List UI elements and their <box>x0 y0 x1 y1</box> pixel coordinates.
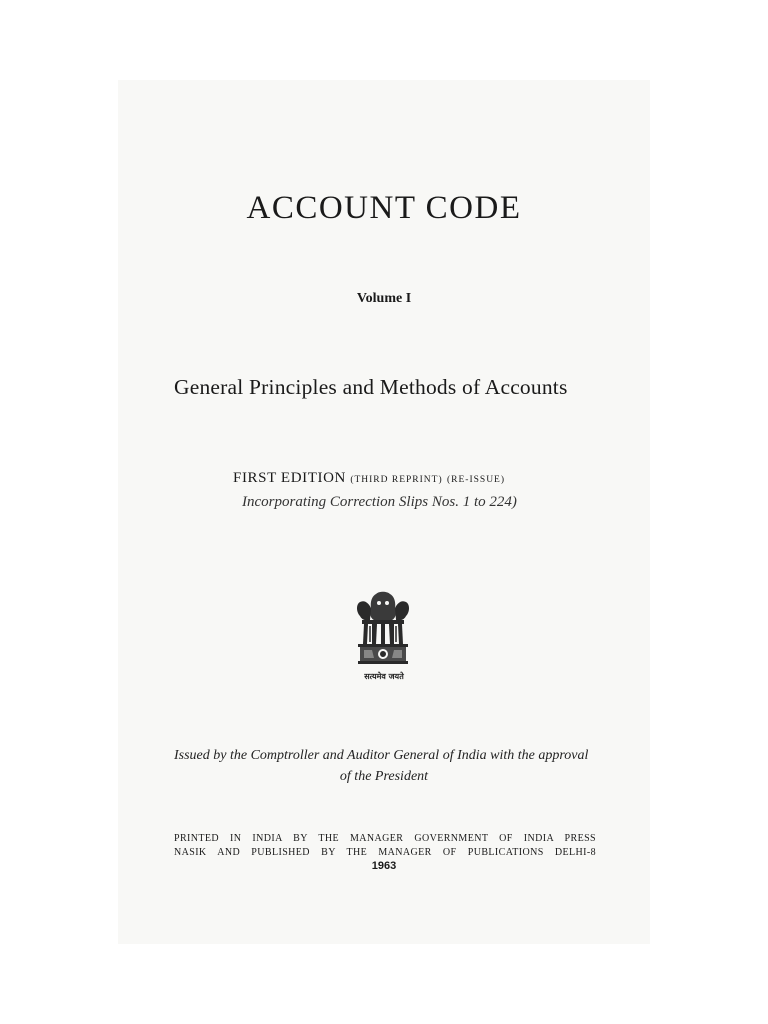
edition-main: FIRST EDITION <box>233 470 346 486</box>
printer-line-1: PRINTED IN INDIA BY THE MANAGER GOVERNMENT OF INDIA PRESS <box>174 833 596 844</box>
national-emblem-icon <box>352 588 414 684</box>
publication-year: 1963 <box>371 860 397 872</box>
printer-line-2: NASIK AND PUBLISHED BY THE MANAGER OF PUBLICATIONS DELHI-8 <box>174 847 596 858</box>
issued-line-1: Issued by the Comptroller and Auditor General of India with the approval <box>174 748 589 763</box>
correction-slips-note: Incorporating Correction Slips Nos. 1 to 224) <box>242 494 517 510</box>
document-title: ACCOUNT CODE <box>246 190 522 226</box>
emblem-motto: सत्यमेव जयते <box>364 672 404 681</box>
edition-reissue: (RE-ISSUE) <box>447 475 506 485</box>
edition-line <box>233 470 505 487</box>
edition-reprint: (THIRD REPRINT) <box>350 475 443 485</box>
document-subtitle: General Principles and Methods of Accounts <box>174 375 568 399</box>
issued-line-2: of the President <box>339 769 429 784</box>
volume-label: Volume I <box>356 291 412 306</box>
